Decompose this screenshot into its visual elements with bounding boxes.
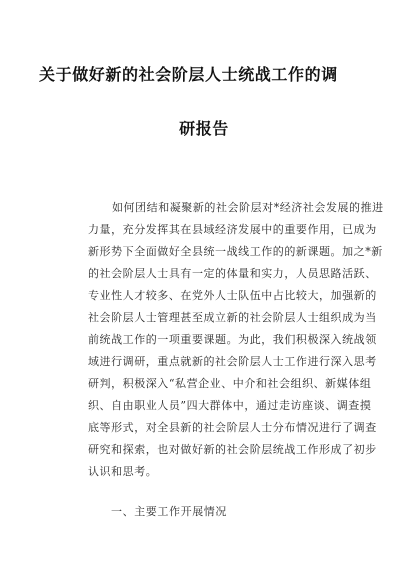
paragraph-line: 底等形式，对全县新的社会阶层人士分布情况进行了调查: [88, 421, 377, 434]
paragraph-line: 社会阶层人士管理甚至成立新的社会阶层人士组织成为当: [88, 311, 377, 324]
document-title-line-1: 关于做好新的社会阶层人士统战工作的调: [39, 65, 338, 84]
paragraph-line: 力量，充分发挥其在县域经济发展中的重要作用，已成为: [88, 223, 377, 236]
section-heading: 一、主要工作开展情况: [111, 505, 227, 518]
paragraph-line: 织、自由职业人员”四大群体中，通过走访座谈、调查摸: [88, 399, 372, 412]
document-title-line-2: 研报告: [179, 119, 229, 138]
paragraph-line: 域进行调研，重点就新的社会阶层人士工作进行深入思考: [88, 355, 377, 368]
paragraph-line: 研究和探索，也对做好新的社会阶层统战工作形成了初步: [88, 443, 377, 456]
paragraph-line: 的社会阶层人士具有一定的体量和实力，人员思路活跃、: [88, 267, 377, 280]
paragraph-line: 如何团结和凝聚新的社会阶层对*经济社会发展的推进: [112, 201, 384, 214]
paragraph-line: 新形势下全面做好全县统一战线工作的的新课题。加之*新: [88, 245, 383, 258]
paragraph-line: 专业性人才较多、在党外人士队伍中占比较大，加强新的: [88, 289, 377, 302]
paragraph-line: 前统战工作的一项重要课题。为此，我们积极深入统战领: [88, 333, 377, 346]
paragraph-line: 认识和思考。: [88, 465, 158, 478]
paragraph-line: 研判，积极深入“私营企业、中介和社会组织、新媒体组: [88, 377, 372, 390]
